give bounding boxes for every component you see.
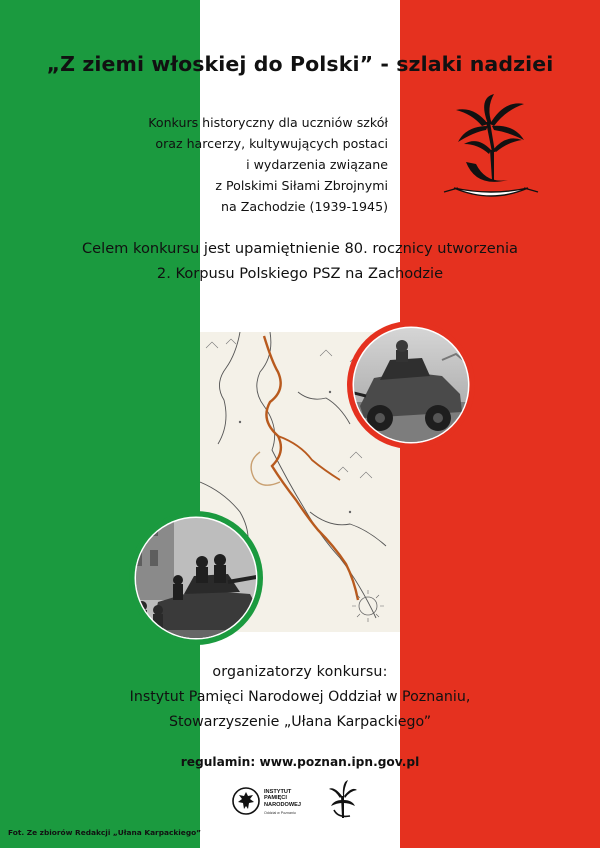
intro-line: na Zachodzie (1939-1945)	[221, 199, 388, 214]
intro-line: Konkurs historyczny dla uczniów szkół	[148, 115, 388, 130]
ipn-logo-text	[264, 789, 301, 808]
ipn-logo-line: PAMIĘCI	[264, 795, 287, 802]
intro-line: i wydarzenia związane	[246, 157, 388, 172]
organizer-association: Stowarzyszenie „Ułana Karpackiego”	[168, 714, 432, 730]
palm-emblem-icon	[436, 92, 546, 204]
ipn-logo-line: INSTYTUT	[264, 789, 292, 795]
organizers-section	[0, 660, 600, 735]
purpose-line: Celem konkursu jest upamiętnienie 80. rocznicy utworzenia	[81, 240, 518, 257]
organizers-heading: organizatorzy konkursu:	[212, 664, 388, 680]
eagle-icon	[232, 787, 260, 815]
ipn-logo	[232, 785, 310, 821]
ipn-logo-line: NARODOWEJ	[264, 801, 301, 808]
poster-title: „Z ziemi włoskiej do Polski” - szlaki nadziei	[46, 52, 554, 76]
intro-text	[88, 112, 388, 217]
purpose-text	[0, 236, 600, 286]
soldiers-tank-photo	[128, 510, 264, 646]
rules-link[interactable]: regulamin: www.poznan.ipn.gov.pl	[180, 755, 420, 769]
ipn-logo-subtitle: Oddział w Poznaniu	[264, 811, 296, 815]
armored-car-photo	[346, 320, 476, 450]
organizer-ipn: Instytut Pamięci Narodowej Oddział w Poznaniu,	[129, 689, 471, 705]
intro-line: oraz harcerzy, kultywujących postaci	[155, 136, 388, 151]
photo-credit: Fot. Ze zbiorów Redakcji „Ułana Karpackiego”	[8, 828, 202, 837]
palm-logo-icon	[328, 778, 358, 820]
intro-line: z Polskimi Siłami Zbrojnymi	[215, 178, 388, 193]
purpose-line: 2. Korpusu Polskiego PSZ na Zachodzie	[156, 265, 444, 282]
